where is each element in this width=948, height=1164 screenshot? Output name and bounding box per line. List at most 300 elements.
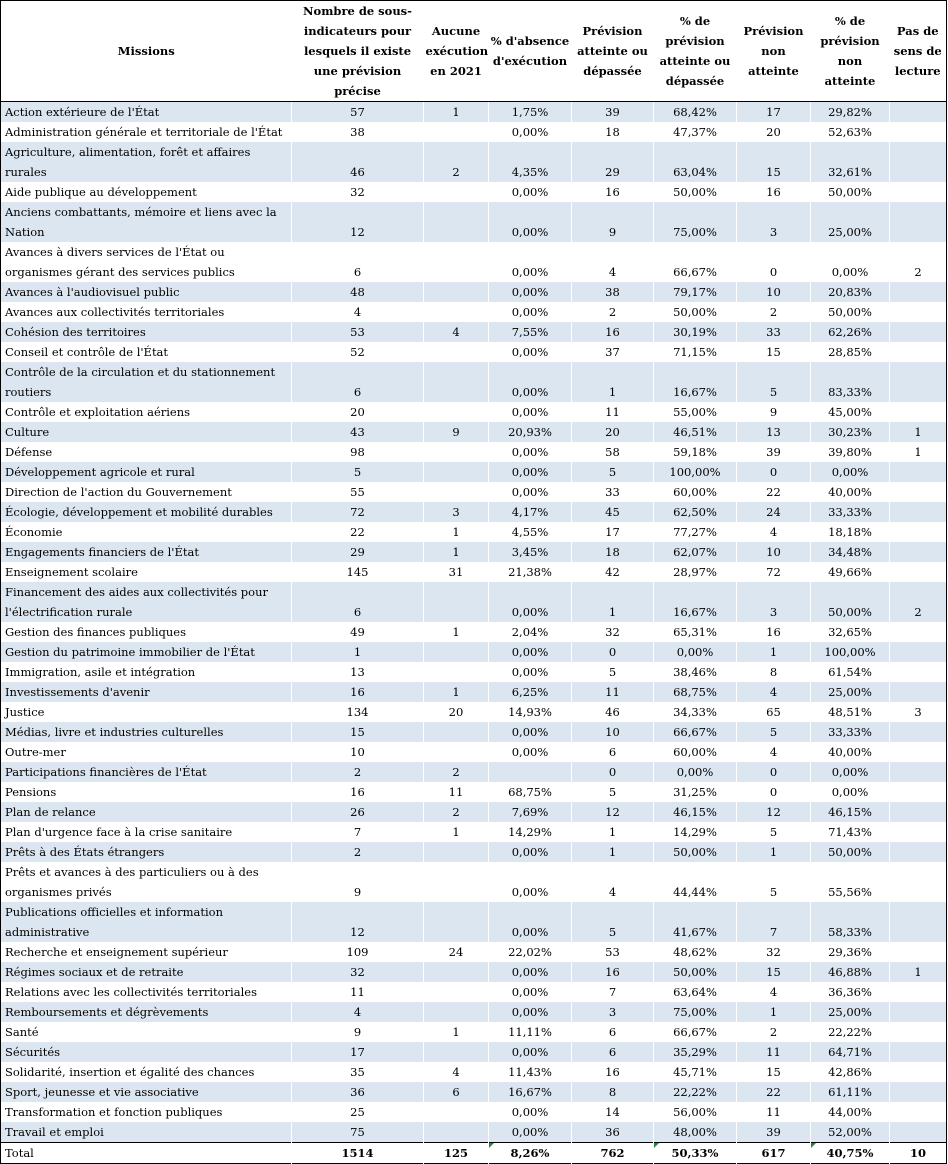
cell-mission-name: Pensions [5, 785, 57, 799]
table-row [1, 842, 947, 862]
cell-aucune-execution [424, 642, 489, 662]
cell-pas-de-sens [890, 1022, 947, 1042]
cell-nb-sous-indicateurs: 43 [292, 422, 424, 442]
table-row [1, 762, 947, 782]
cell-pas-de-sens: 2 [890, 582, 947, 622]
table-row [1, 862, 947, 902]
cell-pct-non-atteinte: 28,85% [811, 342, 890, 362]
cell-pas-de-sens [890, 1082, 947, 1102]
cell-aucune-execution [424, 242, 489, 282]
table-row [1, 742, 947, 762]
cell-pct-atteinte: 45,71% [654, 1062, 737, 1082]
cell-prevision-non-atteinte: 22 [737, 1082, 811, 1102]
cell-pct-absence: 4,35% [489, 142, 572, 182]
cell-prevision-non-atteinte: 2 [737, 302, 811, 322]
cell-pct-atteinte: 16,67% [654, 362, 737, 402]
total-aucune-execution: 125 [424, 1143, 489, 1164]
cell-pct-atteinte: 59,18% [654, 442, 737, 462]
cell-mission-name: Régimes sociaux et de retraite [1, 962, 292, 982]
cell-pas-de-sens [890, 402, 947, 422]
cell-pct-non-atteinte: 29,82% [811, 102, 890, 123]
cell-mission-name: Recherche et enseignement supérieur [5, 945, 228, 959]
cell-pct-absence [489, 762, 572, 782]
cell-pct-atteinte: 38,46% [654, 662, 737, 682]
cell-pct-absence: 2,04% [489, 622, 572, 642]
cell-pct-absence: 14,29% [489, 822, 572, 842]
cell-nb-sous-indicateurs: 16 [292, 782, 424, 802]
cell-mission-name: Contrôle de la circulation et du stationnement routiers [1, 362, 292, 402]
cell-prevision-non-atteinte: 0 [737, 462, 811, 482]
cell-mission-name: Écologie, développement et mobilité durables [1, 502, 292, 522]
cell-nb-sous-indicateurs: 72 [292, 502, 424, 522]
table-row [1, 462, 947, 482]
cell-prevision-atteinte: 5 [572, 782, 654, 802]
cell-pct-atteinte: 14,29% [654, 822, 737, 842]
cell-aucune-execution: 3 [424, 502, 489, 522]
cell-pas-de-sens [890, 462, 947, 482]
cell-nb-sous-indicateurs: 17 [292, 1042, 424, 1062]
cell-pas-de-sens [890, 542, 947, 562]
cell-prevision-atteinte: 16 [572, 1062, 654, 1082]
cell-pas-de-sens [890, 942, 947, 962]
cell-pct-non-atteinte: 50,00% [811, 182, 890, 202]
cell-nb-sous-indicateurs: 46 [292, 142, 424, 182]
cell-pct-atteinte: 75,00% [654, 1002, 737, 1022]
cell-aucune-execution [424, 342, 489, 362]
cell-pct-absence: 14,93% [489, 702, 572, 722]
cell-pct-non-atteinte: 52,63% [811, 122, 890, 142]
cell-aucune-execution [424, 462, 489, 482]
header-nb-sous-indicateurs: Nombre de sous-indicateurs pour lesquels il existe une prévision précise [292, 1, 424, 102]
cell-prevision-non-atteinte: 12 [737, 802, 811, 822]
cell-prevision-atteinte: 39 [572, 102, 654, 123]
cell-mission-name: Avances à divers services de l'État ou organismes gérant des services publics [5, 245, 235, 279]
cell-prevision-atteinte: 6 [572, 742, 654, 762]
header-pct-absence: % d'absence d'exécution [489, 1, 572, 102]
cell-nb-sous-indicateurs: 20 [292, 402, 424, 422]
cell-pct-atteinte: 44,44% [654, 862, 737, 902]
cell-aucune-execution: 4 [424, 322, 489, 342]
cell-mission-name: Prêts à des États étrangers [1, 842, 292, 862]
total-prevision-atteinte: 762 [572, 1143, 654, 1164]
cell-mission-name: Gestion des finances publiques [5, 625, 187, 639]
cell-pas-de-sens [890, 302, 947, 322]
cell-prevision-non-atteinte: 11 [737, 1042, 811, 1062]
cell-pct-atteinte: 75,00% [654, 202, 737, 242]
cell-mission-name: Immigration, asile et intégration [5, 665, 196, 679]
cell-pct-atteinte: 55,00% [654, 402, 737, 422]
cell-pct-absence: 11,11% [489, 1022, 572, 1042]
cell-prevision-non-atteinte: 10 [737, 542, 811, 562]
cell-aucune-execution [424, 742, 489, 762]
cell-mission-name: Cohésion des territoires [1, 322, 292, 342]
cell-prevision-non-atteinte: 5 [737, 822, 811, 842]
cell-pct-absence: 0,00% [489, 1122, 572, 1143]
cell-mission-name: Gestion du patrimoine immobilier de l'État [1, 642, 292, 662]
cell-pct-atteinte: 46,15% [654, 802, 737, 822]
cell-nb-sous-indicateurs: 2 [292, 762, 424, 782]
cell-pct-non-atteinte: 62,26% [811, 322, 890, 342]
cell-pas-de-sens [890, 202, 947, 242]
cell-pas-de-sens [890, 822, 947, 842]
cell-aucune-execution: 1 [424, 682, 489, 702]
cell-nb-sous-indicateurs: 6 [292, 582, 424, 622]
cell-prevision-atteinte: 0 [572, 762, 654, 782]
cell-pct-atteinte: 46,51% [654, 422, 737, 442]
cell-aucune-execution: 20 [424, 702, 489, 722]
cell-prevision-non-atteinte: 1 [737, 1002, 811, 1022]
cell-pct-absence: 0,00% [489, 182, 572, 202]
cell-pct-atteinte: 0,00% [654, 762, 737, 782]
cell-aucune-execution [424, 842, 489, 862]
cell-prevision-non-atteinte: 15 [737, 342, 811, 362]
cell-pas-de-sens [890, 502, 947, 522]
cell-nb-sous-indicateurs: 55 [292, 482, 424, 502]
cell-pct-absence: 6,25% [489, 682, 572, 702]
cell-prevision-non-atteinte: 8 [737, 662, 811, 682]
cell-pct-non-atteinte: 22,22% [811, 1022, 890, 1042]
cell-prevision-non-atteinte: 3 [737, 202, 811, 242]
cell-pas-de-sens [890, 1102, 947, 1122]
cell-pct-absence: 4,55% [489, 522, 572, 542]
cell-pct-absence: 21,38% [489, 562, 572, 582]
cell-pct-atteinte: 50,00% [654, 842, 737, 862]
cell-pct-atteinte: 62,07% [654, 542, 737, 562]
cell-nb-sous-indicateurs: 10 [292, 742, 424, 762]
cell-nb-sous-indicateurs: 52 [292, 342, 424, 362]
cell-pct-non-atteinte: 61,11% [811, 1082, 890, 1102]
cell-pas-de-sens [890, 742, 947, 762]
header-prevision-non-atteinte: Prévision non atteinte [737, 1, 811, 102]
cell-pct-non-atteinte: 33,33% [811, 722, 890, 742]
cell-aucune-execution [424, 282, 489, 302]
cell-pct-atteinte: 50,00% [654, 182, 737, 202]
cell-pct-atteinte: 28,97% [654, 562, 737, 582]
cell-prevision-non-atteinte: 0 [737, 782, 811, 802]
cell-pct-non-atteinte: 36,36% [811, 982, 890, 1002]
cell-prevision-non-atteinte: 39 [737, 1122, 811, 1143]
cell-pas-de-sens [890, 562, 947, 582]
cell-nb-sous-indicateurs: 16 [292, 682, 424, 702]
cell-nb-sous-indicateurs: 9 [292, 862, 424, 902]
cell-nb-sous-indicateurs: 11 [292, 982, 424, 1002]
cell-prevision-atteinte: 7 [572, 982, 654, 1002]
cell-nb-sous-indicateurs: 2 [292, 842, 424, 862]
cell-mission-name: Économie [5, 525, 63, 539]
cell-prevision-atteinte: 17 [572, 522, 654, 542]
cell-pct-non-atteinte: 45,00% [811, 402, 890, 422]
table-row [1, 802, 947, 822]
cell-pct-non-atteinte: 25,00% [811, 1002, 890, 1022]
cell-pct-atteinte: 66,67% [654, 242, 737, 282]
cell-pct-atteinte: 41,67% [654, 902, 737, 942]
cell-aucune-execution [424, 362, 489, 402]
cell-prevision-atteinte: 29 [572, 142, 654, 182]
cell-prevision-atteinte: 46 [572, 702, 654, 722]
cell-pas-de-sens: 2 [890, 242, 947, 282]
cell-pct-atteinte: 71,15% [654, 342, 737, 362]
cell-pct-absence: 16,67% [489, 1082, 572, 1102]
cell-mission-name: Direction de l'action du Gouvernement [5, 485, 232, 499]
cell-pas-de-sens [890, 662, 947, 682]
cell-pct-absence: 3,45% [489, 542, 572, 562]
cell-pct-atteinte: 62,50% [654, 502, 737, 522]
cell-pct-absence: 0,00% [489, 442, 572, 462]
cell-prevision-non-atteinte: 10 [737, 282, 811, 302]
cell-mission-name: Contrôle et exploitation aériens [5, 405, 191, 419]
cell-nb-sous-indicateurs: 1 [292, 642, 424, 662]
cell-aucune-execution: 2 [424, 762, 489, 782]
cell-aucune-execution [424, 482, 489, 502]
cell-prevision-non-atteinte: 65 [737, 702, 811, 722]
cell-pas-de-sens [890, 482, 947, 502]
cell-pct-non-atteinte: 44,00% [811, 1102, 890, 1122]
cell-pct-absence: 0,00% [489, 982, 572, 1002]
cell-pct-non-atteinte: 40,00% [811, 482, 890, 502]
cell-aucune-execution: 1 [424, 542, 489, 562]
cell-mission-name: Culture [1, 422, 292, 442]
cell-mission-name: Investissements d'avenir [1, 682, 292, 702]
table-row [1, 422, 947, 442]
cell-aucune-execution [424, 962, 489, 982]
cell-mission-name: Sécurités [1, 1042, 292, 1062]
cell-pct-non-atteinte: 0,00% [811, 782, 890, 802]
table-row [1, 342, 947, 362]
cell-pct-non-atteinte: 50,00% [811, 842, 890, 862]
cell-prevision-atteinte: 4 [572, 862, 654, 902]
cell-pct-atteinte: 22,22% [654, 1082, 737, 1102]
header-pas-de-sens: Pas de sens de lecture [890, 1, 947, 102]
cell-prevision-atteinte: 5 [572, 902, 654, 942]
cell-prevision-non-atteinte: 32 [737, 942, 811, 962]
table-row [1, 682, 947, 702]
cell-pas-de-sens [890, 1122, 947, 1143]
cell-pct-absence: 0,00% [489, 842, 572, 862]
cell-mission-name: Financement des aides aux collectivités pour l'électrification rurale [1, 582, 292, 622]
cell-mission-name: Justice [5, 705, 45, 719]
cell-mission-name: Plan d'urgence face à la crise sanitaire [5, 825, 233, 839]
cell-mission-name: Solidarité, insertion et égalité des chances [5, 1065, 255, 1079]
cell-prevision-atteinte: 1 [572, 822, 654, 842]
cell-prevision-atteinte: 0 [572, 642, 654, 662]
cell-prevision-atteinte: 16 [572, 182, 654, 202]
cell-pas-de-sens [890, 782, 947, 802]
cell-prevision-non-atteinte: 33 [737, 322, 811, 342]
cell-nb-sous-indicateurs: 98 [292, 442, 424, 462]
cell-mission-name: Anciens combattants, mémoire et liens avec la Nation [1, 202, 292, 242]
cell-aucune-execution [424, 862, 489, 902]
cell-pct-absence: 7,69% [489, 802, 572, 822]
cell-pct-non-atteinte: 58,33% [811, 902, 890, 942]
cell-pct-non-atteinte: 30,23% [811, 422, 890, 442]
cell-mission-name: Outre-mer [5, 745, 66, 759]
cell-prevision-atteinte: 8 [572, 1082, 654, 1102]
cell-pas-de-sens [890, 282, 947, 302]
cell-pct-non-atteinte: 49,66% [811, 562, 890, 582]
cell-aucune-execution: 1 [424, 822, 489, 842]
cell-nb-sous-indicateurs: 32 [292, 962, 424, 982]
cell-pct-absence: 0,00% [489, 1102, 572, 1122]
cell-prevision-atteinte: 10 [572, 722, 654, 742]
cell-mission-name: Administration générale et territoriale de l'État [5, 125, 283, 139]
cell-nb-sous-indicateurs: 26 [292, 802, 424, 822]
cell-pct-non-atteinte: 40,00% [811, 742, 890, 762]
cell-pct-absence: 0,00% [489, 282, 572, 302]
cell-prevision-non-atteinte: 22 [737, 482, 811, 502]
cell-aucune-execution: 1 [424, 522, 489, 542]
cell-pct-absence: 0,00% [489, 342, 572, 362]
cell-pct-atteinte: 48,00% [654, 1122, 737, 1143]
cell-pct-non-atteinte: 46,88% [811, 962, 890, 982]
cell-prevision-non-atteinte: 15 [737, 142, 811, 182]
cell-pct-absence: 0,00% [489, 1002, 572, 1022]
total-row [1, 1143, 947, 1164]
cell-prevision-non-atteinte: 1 [737, 842, 811, 862]
cell-prevision-non-atteinte: 5 [737, 862, 811, 902]
cell-mission-name: Santé [5, 1025, 39, 1039]
cell-prevision-non-atteinte: 72 [737, 562, 811, 582]
table-row [1, 642, 947, 662]
cell-aucune-execution: 31 [424, 562, 489, 582]
cell-pct-non-atteinte: 20,83% [811, 282, 890, 302]
cell-nb-sous-indicateurs: 13 [292, 662, 424, 682]
cell-pas-de-sens [890, 142, 947, 182]
cell-pct-absence: 0,00% [489, 482, 572, 502]
cell-prevision-non-atteinte: 4 [737, 682, 811, 702]
total-pct-absence: 8,26% [489, 1143, 572, 1164]
cell-pct-absence: 20,93% [489, 422, 572, 442]
cell-pct-atteinte: 60,00% [654, 482, 737, 502]
cell-pct-absence: 0,00% [489, 1042, 572, 1062]
cell-prevision-non-atteinte: 11 [737, 1102, 811, 1122]
total-pct-non-atteinte: 40,75% [811, 1143, 890, 1164]
cell-aucune-execution [424, 902, 489, 942]
cell-pct-absence: 0,00% [489, 302, 572, 322]
cell-pas-de-sens [890, 1062, 947, 1082]
cell-pct-atteinte: 68,42% [654, 102, 737, 123]
cell-pct-non-atteinte: 25,00% [811, 202, 890, 242]
cell-pas-de-sens: 1 [890, 442, 947, 462]
cell-prevision-atteinte: 14 [572, 1102, 654, 1122]
cell-aucune-execution: 6 [424, 1082, 489, 1102]
cell-pas-de-sens [890, 362, 947, 402]
header-aucune-execution: Aucune exécution en 2021 [424, 1, 489, 102]
cell-nb-sous-indicateurs: 15 [292, 722, 424, 742]
cell-pct-absence: 0,00% [489, 122, 572, 142]
cell-aucune-execution: 1 [424, 622, 489, 642]
cell-pct-non-atteinte: 0,00% [811, 762, 890, 782]
cell-pas-de-sens [890, 802, 947, 822]
cell-pct-non-atteinte: 83,33% [811, 362, 890, 402]
cell-mission-name: Plan de relance [1, 802, 292, 822]
table-row [1, 1082, 947, 1102]
table-row [1, 182, 947, 202]
table-row [1, 962, 947, 982]
cell-mission-name: Sport, jeunesse et vie associative [1, 1082, 292, 1102]
cell-prevision-atteinte: 42 [572, 562, 654, 582]
cell-pct-non-atteinte: 50,00% [811, 582, 890, 622]
cell-pas-de-sens [890, 182, 947, 202]
cell-aucune-execution: 11 [424, 782, 489, 802]
cell-pct-atteinte: 68,75% [654, 682, 737, 702]
cell-aucune-execution [424, 402, 489, 422]
cell-pct-absence: 0,00% [489, 862, 572, 902]
cell-pas-de-sens [890, 642, 947, 662]
cell-nb-sous-indicateurs: 12 [292, 202, 424, 242]
cell-pct-atteinte: 79,17% [654, 282, 737, 302]
cell-pas-de-sens [890, 342, 947, 362]
cell-aucune-execution [424, 202, 489, 242]
cell-pas-de-sens [890, 842, 947, 862]
header-pct-non-atteinte: % de prévision non atteinte [811, 1, 890, 102]
cell-prevision-non-atteinte: 24 [737, 502, 811, 522]
cell-prevision-non-atteinte: 13 [737, 422, 811, 442]
cell-nb-sous-indicateurs: 6 [292, 242, 424, 282]
table-row [1, 482, 947, 502]
cell-mission-name: Aide publique au développement [5, 185, 197, 199]
cell-nb-sous-indicateurs: 9 [292, 1022, 424, 1042]
cell-pct-absence: 11,43% [489, 1062, 572, 1082]
table-row [1, 302, 947, 322]
cell-nb-sous-indicateurs: 32 [292, 182, 424, 202]
cell-prevision-non-atteinte: 16 [737, 622, 811, 642]
cell-prevision-atteinte: 5 [572, 662, 654, 682]
cell-pct-non-atteinte: 48,51% [811, 702, 890, 722]
cell-aucune-execution: 4 [424, 1062, 489, 1082]
cell-aucune-execution [424, 662, 489, 682]
cell-pct-atteinte: 60,00% [654, 742, 737, 762]
header-missions: Missions [1, 1, 292, 102]
cell-aucune-execution [424, 982, 489, 1002]
cell-nb-sous-indicateurs: 29 [292, 542, 424, 562]
table-row [1, 442, 947, 462]
cell-pas-de-sens [890, 1002, 947, 1022]
cell-prevision-atteinte: 1 [572, 362, 654, 402]
cell-pct-atteinte: 56,00% [654, 1102, 737, 1122]
header-pct-atteinte: % de prévision atteinte ou dépassée [654, 1, 737, 102]
table-row [1, 142, 947, 182]
cell-nb-sous-indicateurs: 145 [292, 562, 424, 582]
cell-aucune-execution [424, 1002, 489, 1022]
cell-aucune-execution: 1 [424, 1022, 489, 1042]
cell-nb-sous-indicateurs: 75 [292, 1122, 424, 1143]
table-row [1, 982, 947, 1002]
cell-prevision-atteinte: 58 [572, 442, 654, 462]
cell-nb-sous-indicateurs: 6 [292, 362, 424, 402]
cell-prevision-atteinte: 1 [572, 842, 654, 862]
table-row [1, 522, 947, 542]
cell-pct-non-atteinte: 39,80% [811, 442, 890, 462]
cell-prevision-atteinte: 16 [572, 962, 654, 982]
cell-aucune-execution [424, 442, 489, 462]
cell-mission-name: Prêts et avances à des particuliers ou à des organismes privés [5, 865, 259, 899]
table-row [1, 722, 947, 742]
cell-prevision-atteinte: 18 [572, 122, 654, 142]
cell-pas-de-sens: 1 [890, 962, 947, 982]
cell-pct-absence: 1,75% [489, 102, 572, 123]
cell-nb-sous-indicateurs: 36 [292, 1082, 424, 1102]
cell-pct-non-atteinte: 46,15% [811, 802, 890, 822]
table-row [1, 782, 947, 802]
cell-pct-absence: 0,00% [489, 662, 572, 682]
cell-aucune-execution: 9 [424, 422, 489, 442]
cell-prevision-atteinte: 53 [572, 942, 654, 962]
cell-prevision-atteinte: 11 [572, 402, 654, 422]
cell-nb-sous-indicateurs: 12 [292, 902, 424, 942]
cell-aucune-execution [424, 582, 489, 622]
cell-prevision-atteinte: 9 [572, 202, 654, 242]
cell-pct-non-atteinte: 52,00% [811, 1122, 890, 1143]
